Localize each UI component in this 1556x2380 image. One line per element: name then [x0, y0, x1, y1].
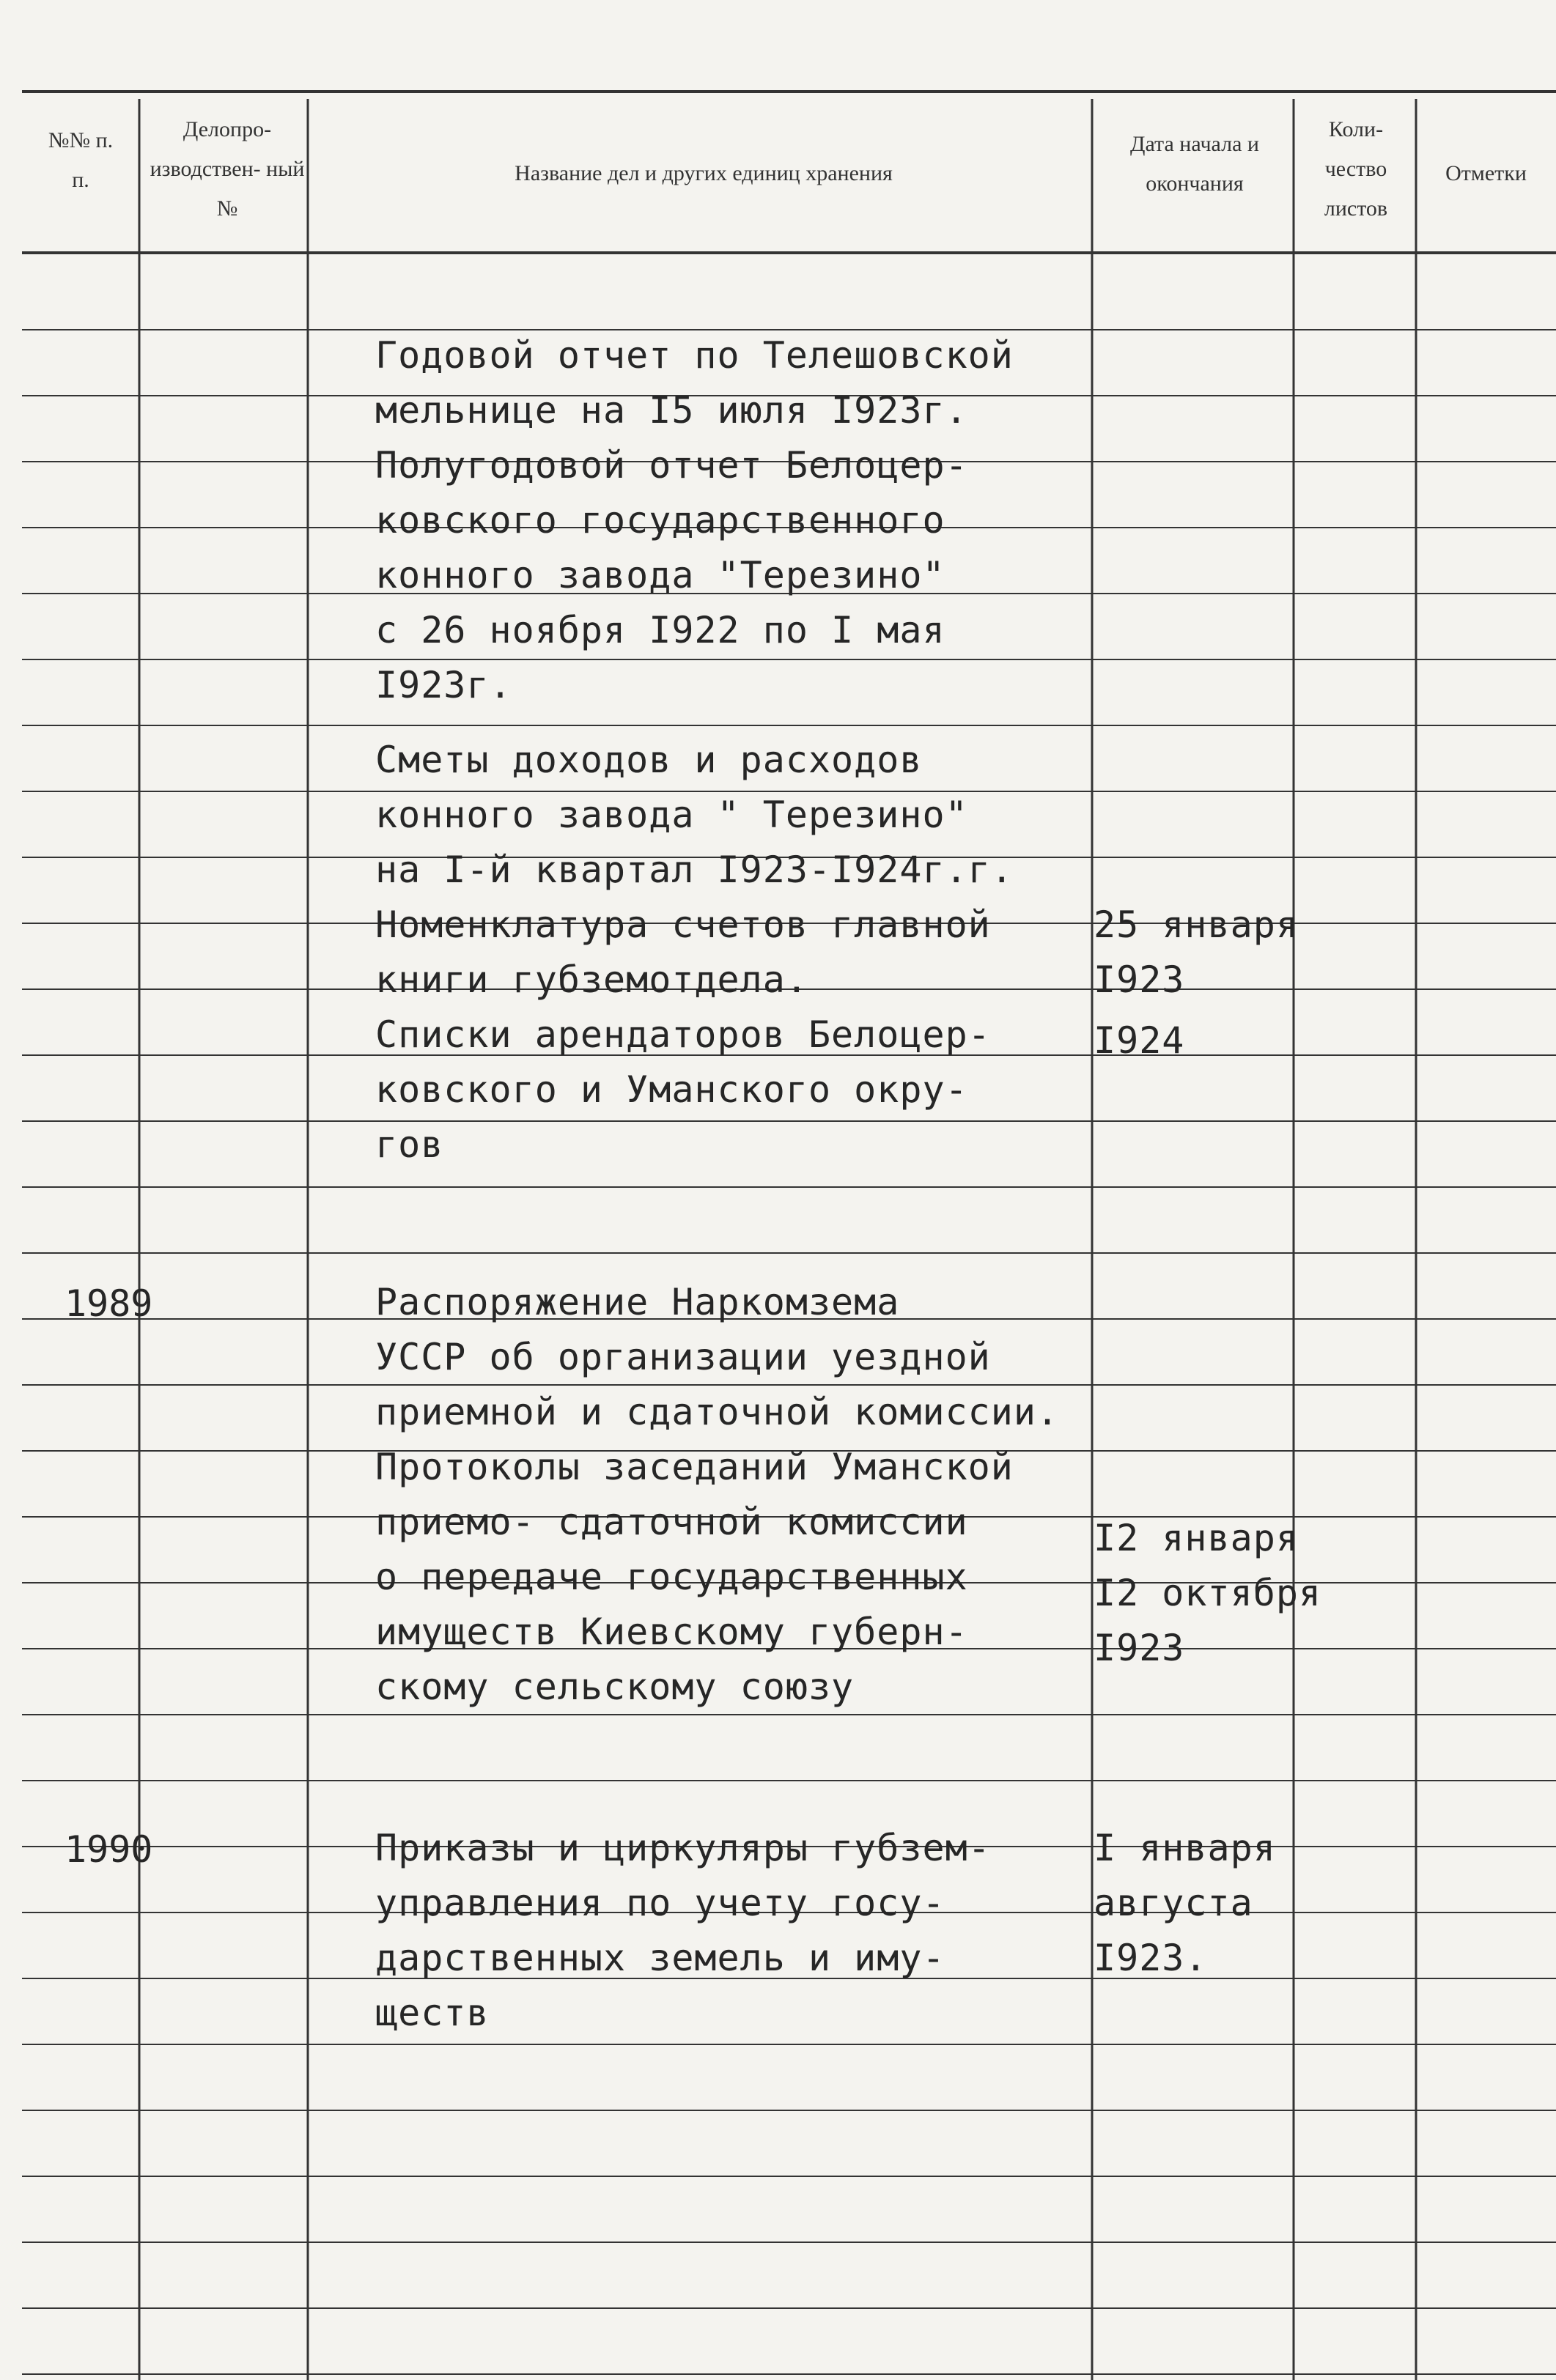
header-col-dates: Дата начала и окончания [1130, 132, 1259, 196]
entry-date-line: I января [1094, 1827, 1276, 1869]
entry-title-line: Распоряжение Наркомзема [375, 1281, 900, 1323]
entry-date-line: I2 января [1094, 1517, 1299, 1559]
entry-title-line: о передаче государственных [375, 1556, 968, 1598]
entry-date-line: I924 [1094, 1019, 1185, 1062]
header-col-sheets: Коли- чество листов [1324, 117, 1388, 221]
entry-title-line: Полугодовой отчет Белоцер- [375, 444, 968, 487]
entry-title-line: Приказы и циркуляры губзем- [375, 1827, 991, 1869]
entry-title-line: ществ [375, 1992, 490, 2034]
entry-title-line: на I-й квартал I923-I924г.г. [375, 849, 1014, 891]
entry-title-line: приемо- сдаточной комиссии [375, 1501, 968, 1543]
entry-number: 1990 [64, 1828, 153, 1871]
entry-title-line: I923г. [375, 664, 512, 706]
entry-title-line: Номенклатура счетов главной [375, 903, 991, 946]
entry-date-line: I923 [1094, 958, 1185, 1001]
entry-number: 1989 [64, 1282, 153, 1325]
entry-date-line: I923 [1094, 1627, 1185, 1669]
entry-title-line: с 26 ноября I922 по I мая [375, 609, 945, 651]
entry-title-line: имуществ Киевскому губерн- [375, 1611, 968, 1653]
header-col-notes: Отметки [1445, 161, 1527, 185]
entry-date-line: 25 января [1094, 903, 1299, 946]
entry-title-line: скому сельскому союзу [375, 1666, 855, 1708]
entry-title-line: книги губземотдела. [375, 958, 808, 1001]
entry-title-line: Сметы доходов и расходов [375, 739, 923, 781]
entry-date-line: I923. [1094, 1937, 1208, 1979]
entry-title-line: приемной и сдаточной комиссии. [375, 1391, 1060, 1433]
entry-title-line: гов [375, 1123, 444, 1166]
entry-date-line: августа [1094, 1882, 1253, 1924]
header-col-title: Название дел и других единиц хранения [515, 161, 893, 185]
entry-title-line: ковского и Уманского окру- [375, 1068, 968, 1111]
header-col-number: №№ п. п. [48, 128, 114, 192]
entry-date-line: I2 октября [1094, 1572, 1322, 1614]
entry-title-line: УССР об организации уездной [375, 1336, 991, 1378]
entry-title-line: конного завода " Терезино" [375, 794, 968, 836]
entry-title-line: Протоколы заседаний Уманской [375, 1446, 1014, 1488]
entry-title-line: дарственных земель и иму- [375, 1937, 945, 1979]
entry-title-line: мельнице на I5 июля I923г. [375, 389, 968, 432]
entry-title-line: Списки арендаторов Белоцер- [375, 1013, 991, 1056]
entry-title-line: конного завода "Терезино" [375, 554, 945, 596]
entry-title-line: Годовой отчет по Телешовской [375, 334, 1014, 377]
entry-title-line: ковского государственного [375, 499, 945, 542]
entry-title-line: управления по учету госу- [375, 1882, 945, 1924]
header-col-office-number: Делопро- изводствен- ный № [150, 117, 305, 221]
